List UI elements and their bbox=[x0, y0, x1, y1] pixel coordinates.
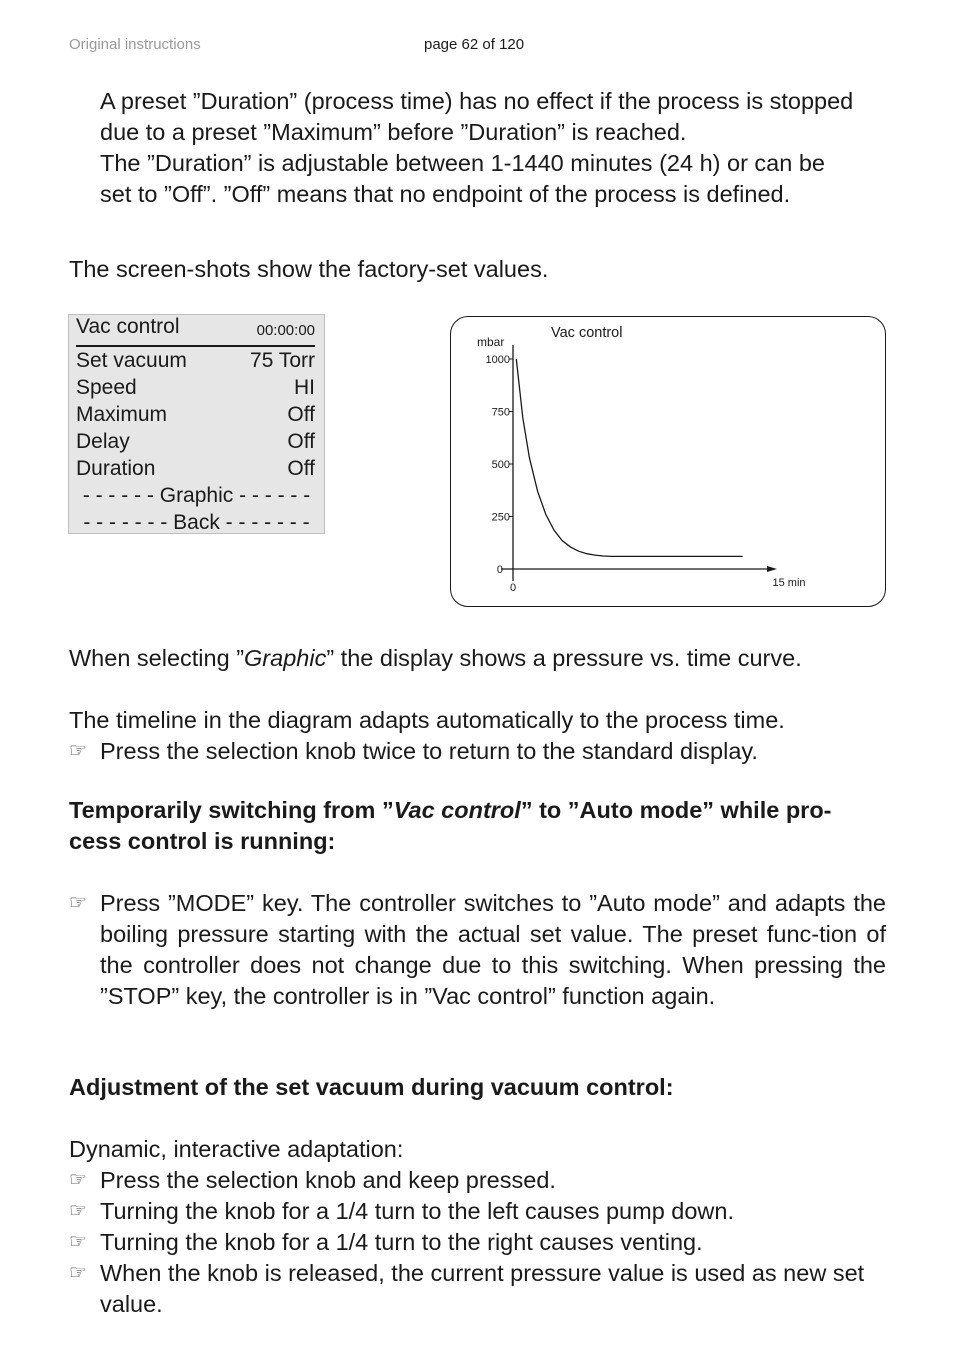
y-tick-label: 1000 bbox=[485, 354, 510, 366]
y-tick-label: 750 bbox=[491, 406, 510, 419]
pressure-graph bbox=[450, 316, 886, 607]
lcd-value: Off bbox=[287, 403, 315, 426]
pointing-hand-icon: ☞ bbox=[69, 1262, 87, 1284]
lcd-graphic-menu: - - - - - - Graphic - - - - - - bbox=[82, 484, 311, 507]
pressure-chart-svg bbox=[451, 317, 886, 607]
step-2-text: Turning the knob for a 1/4 turn to the left causes pump down. bbox=[100, 1198, 735, 1224]
lcd-value: 75 Torr bbox=[250, 349, 315, 372]
pointing-hand-icon: ☞ bbox=[69, 892, 87, 914]
lcd-title: Vac control bbox=[76, 315, 180, 338]
intro-line-2: due to a preset ”Maximum” before ”Duration” is reached. bbox=[100, 119, 687, 145]
x-tick-label-end: 15 min bbox=[772, 577, 806, 589]
x-tick-label-start: 0 bbox=[509, 582, 517, 594]
heading-adjustment: Adjustment of the set vacuum during vacuum control: bbox=[69, 1074, 674, 1100]
intro-line-1: A preset ”Duration” (process time) has no effect if the process is stopped bbox=[100, 88, 854, 114]
pointing-hand-icon: ☞ bbox=[69, 740, 87, 762]
chart-title: Vac control bbox=[551, 325, 623, 341]
document-label: Original instructions bbox=[69, 36, 201, 53]
lcd-value: Off bbox=[287, 457, 315, 480]
intro-paragraph bbox=[100, 86, 890, 210]
y-tick-label: 0 bbox=[496, 564, 503, 576]
pointing-hand-icon: ☞ bbox=[69, 1200, 87, 1222]
lcd-row-delay bbox=[76, 430, 315, 457]
screenshots-note: The screen-shots show the factory-set values. bbox=[69, 256, 549, 282]
heading-line-2: cess control is running: bbox=[69, 828, 336, 854]
heading-temporary-switch bbox=[69, 795, 887, 857]
knob-return-text: Press the selection knob twice to return to the standard display. bbox=[100, 738, 758, 764]
lcd-value: HI bbox=[294, 376, 315, 399]
timeline-text: The timeline in the diagram adapts automatically to the process time. bbox=[69, 707, 785, 733]
dynamic-adaptation-text: Dynamic, interactive adaptation: bbox=[69, 1136, 404, 1162]
graphic-text-after: ” the display shows a pressure vs. time curve. bbox=[326, 645, 802, 671]
step-1-text: Press the selection knob and keep pressed. bbox=[100, 1167, 556, 1193]
lcd-value: Off bbox=[287, 430, 315, 453]
lcd-row-set-vacuum bbox=[76, 349, 315, 376]
lcd-display bbox=[68, 314, 325, 534]
heading-part-c: ” to ”Auto mode” while pro- bbox=[520, 797, 832, 823]
lcd-key: Delay bbox=[76, 430, 130, 453]
y-axis-label: mbar bbox=[477, 335, 505, 349]
intro-line-4: set to ”Off”. ”Off” means that no endpoint of the process is defined. bbox=[100, 181, 791, 207]
page-number: page 62 of 120 bbox=[424, 36, 525, 53]
step-3-text: Turning the knob for a 1/4 turn to the right causes venting. bbox=[100, 1229, 703, 1255]
pressure-curve bbox=[516, 359, 742, 556]
step-4-text: When the knob is released, the current pressure value is used as new set value. bbox=[100, 1260, 865, 1317]
lcd-row-speed bbox=[76, 376, 315, 403]
lcd-key: Speed bbox=[76, 376, 137, 399]
lcd-back-menu: - - - - - - - Back - - - - - - - bbox=[83, 511, 310, 534]
intro-line-3: The ”Duration” is adjustable between 1-1440 minutes (24 h) or can be bbox=[100, 150, 825, 176]
heading-part-a: Temporarily switching from ” bbox=[69, 797, 394, 823]
graphic-text-italic: Graphic bbox=[244, 645, 327, 671]
mode-step-text: Press ”MODE” key. The controller switches to ”Auto mode” and adapts the boiling pressure starting with the actual set value. The preset func-tion of the controller does not change due to this switching. When pressing the ”STOP” key, the controller is in ”Vac control” function again. bbox=[100, 890, 886, 1009]
heading-part-b: Vac control bbox=[393, 797, 521, 823]
lcd-row-maximum bbox=[76, 403, 315, 430]
lcd-timer: 00:00:00 bbox=[256, 322, 315, 339]
y-tick-label: 250 bbox=[491, 511, 510, 524]
lcd-row-duration bbox=[76, 457, 315, 484]
heading-line-1 bbox=[69, 795, 887, 826]
lcd-divider bbox=[76, 345, 315, 347]
pointing-hand-icon: ☞ bbox=[69, 1169, 87, 1191]
x-axis-arrow bbox=[767, 566, 777, 572]
y-tick-label: 500 bbox=[491, 459, 510, 471]
lcd-key: Set vacuum bbox=[76, 349, 187, 372]
lcd-key: Duration bbox=[76, 457, 156, 480]
graphic-text-before: When selecting ” bbox=[69, 645, 245, 671]
pointing-hand-icon: ☞ bbox=[69, 1231, 87, 1253]
lcd-key: Maximum bbox=[76, 403, 168, 426]
graphic-selection-text bbox=[69, 643, 802, 674]
